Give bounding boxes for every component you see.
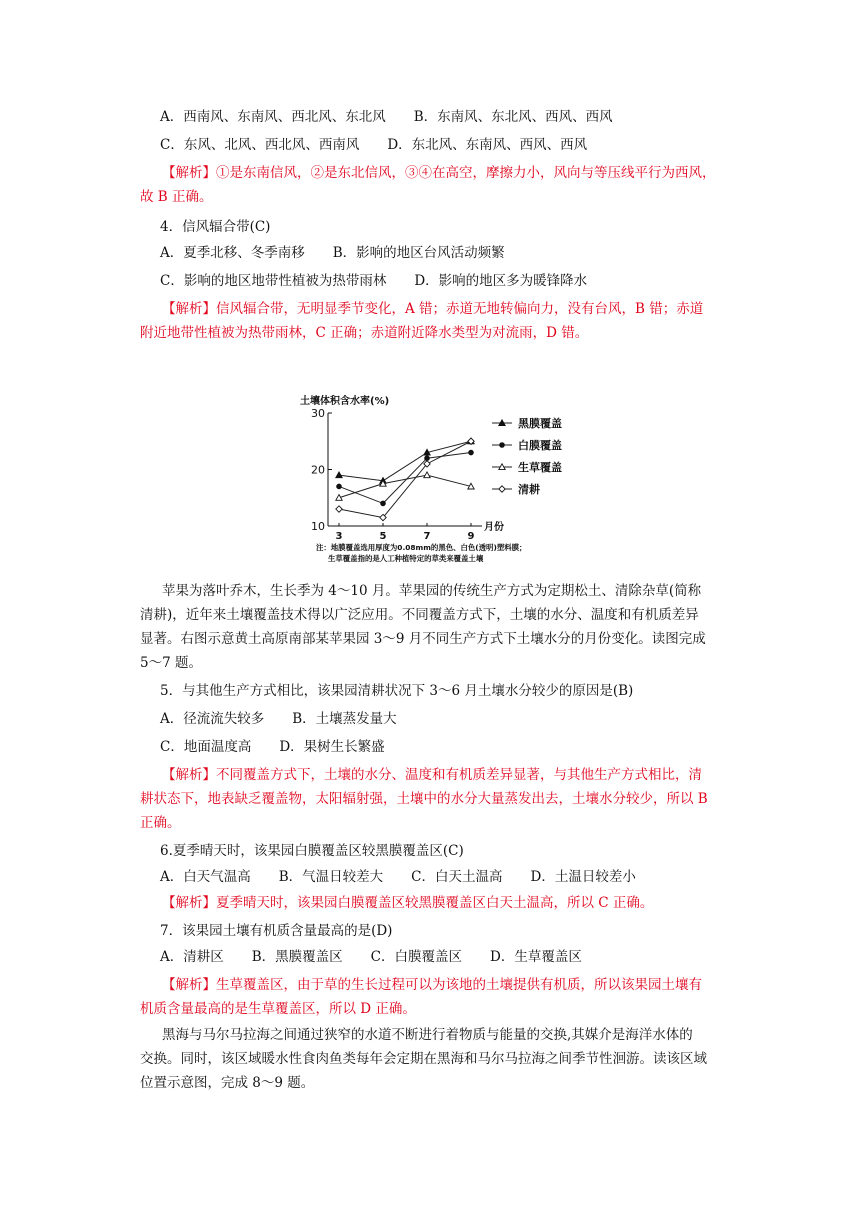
q4-option-a: A．夏季北移、冬季南移 — [160, 245, 305, 261]
x-tick-label: 9 — [467, 531, 475, 542]
q6-options-row — [160, 868, 636, 886]
q6-option-b: B．气温日较差大 — [278, 869, 384, 885]
passage1-line4: 5～7 题。 — [140, 655, 202, 671]
data-point — [337, 484, 342, 489]
chart-note-line1: 注：地膜覆盖选用厚度为0.08mm的黑色、白色(透明)塑料膜； — [316, 543, 527, 552]
chart-axes — [311, 407, 482, 542]
series-open-triangle — [336, 472, 474, 500]
legend-label: 黑膜覆盖 — [518, 417, 562, 430]
legend-label: 清耕 — [518, 483, 540, 496]
chart-x-label: 月份 — [484, 522, 504, 533]
q4-analysis-line1 — [162, 300, 703, 318]
q6-option-a: A．白天气温高 — [160, 869, 251, 885]
q5-option-c: C．地面温度高 — [160, 739, 252, 755]
data-point — [336, 472, 342, 478]
passage1-line1: 苹果为落叶乔木，生长季为 4～10 月。苹果园的传统生产方式为定期松土、清除杂草(简称 — [162, 583, 702, 599]
q3-option-c: C．东风、北风、西北风、西南风 — [160, 137, 360, 153]
chart-title: 土壤体积含水率(%) — [300, 396, 390, 407]
q3-analysis-line1 — [162, 164, 716, 182]
q7-analysis-line2: 机质含量最高的是生草覆盖区，所以 D 正确。 — [140, 1001, 416, 1017]
q7-option-b: B．黑膜覆盖区 — [251, 949, 343, 965]
q5-analysis-line1 — [162, 766, 702, 784]
q4-options-row1 — [160, 244, 505, 262]
q3-options-row2 — [160, 136, 587, 154]
q7-options-row — [160, 948, 582, 966]
q7-analysis-line1 — [162, 976, 702, 994]
q4-option-b: B．影响的地区台风活动频繁 — [332, 245, 505, 261]
data-point — [336, 506, 342, 512]
q3-option-d: D．东北风、东南风、西风、西风 — [387, 137, 588, 153]
q4-option-c: C．影响的地区地带性植被为热带雨林 — [160, 273, 387, 289]
q3-analysis-text1: ①是东南信风，②是东北信风，③④在高空，摩擦力小，风向与等压线平行为西风， — [216, 165, 716, 181]
q5-analysis-tag: 【解析】 — [162, 767, 216, 783]
q5-analysis-text1: 不同覆盖方式下，土壤的水分、温度和有机质差异显著，与其他生产方式相比，清 — [216, 767, 702, 783]
q7-analysis-text1: 生草覆盖区，由于草的生长过程可以为该地的土壤提供有机质，所以该果园土壤有 — [216, 977, 702, 993]
q3-analysis-line2: 故 B 正确。 — [140, 189, 213, 205]
data-point — [499, 486, 505, 492]
q6-option-c: C．白天土温高 — [411, 869, 503, 885]
legend-item — [492, 438, 562, 452]
q6-stem: 6.夏季晴天时，该果园白膜覆盖区较黑膜覆盖区(C) — [160, 843, 464, 859]
q4-stem: 4．信风辐合带(C) — [160, 219, 271, 235]
q5-analysis-line2: 耕状态下，地表缺乏覆盖物，太阳辐射强，土壤中的水分大量蒸发出去，土壤水分较少，所以 B — [140, 791, 708, 807]
y-tick-label: 30 — [311, 407, 325, 420]
data-point — [381, 501, 386, 506]
q4-analysis-text1: 信风辐合带，无明显季节变化，A 错；赤道无地转偏向力，没有台风，B 错；赤道 — [216, 301, 704, 317]
q5-stem: 5．与其他生产方式相比，该果园清耕状况下 3～6 月土壤水分较少的原因是(B) — [160, 683, 634, 699]
data-point — [500, 443, 505, 448]
series-filled-triangle — [336, 438, 474, 483]
q6-analysis-tag: 【解析】 — [162, 895, 216, 911]
data-point — [424, 472, 430, 478]
legend-item — [492, 460, 562, 474]
q7-option-d: D．生草覆盖区 — [490, 949, 582, 965]
passage2-line1: 黑海与马尔马拉海之间通过狭窄的水道不断进行着物质与能量的交换,其媒介是海洋水体的 — [162, 1027, 693, 1043]
chart-note-line2: 生草覆盖指的是人工种植特定的草类来覆盖土壤 — [328, 554, 484, 563]
legend-label: 生草覆盖 — [518, 461, 562, 474]
q4-option-d: D．影响的地区多为暖锋降水 — [414, 273, 588, 289]
legend-item — [492, 416, 562, 430]
q6-analysis-line1 — [162, 894, 653, 912]
q4-analysis-tag: 【解析】 — [162, 301, 216, 317]
x-tick-label: 5 — [379, 531, 387, 542]
data-point — [469, 450, 474, 455]
q5-options-row1 — [160, 710, 397, 728]
q7-analysis-tag: 【解析】 — [162, 977, 216, 993]
x-tick-label: 7 — [423, 531, 431, 542]
q4-analysis-line2: 附近地带性植被为热带雨林，C 正确；赤道附近降水类型为对流雨，D 错。 — [140, 325, 589, 341]
passage1-line2: 清耕)，近年来土壤覆盖技术得以广泛应用。不同覆盖方式下，土壤的水分、温度和有机质差异 — [140, 607, 699, 623]
q5-analysis-line3: 正确。 — [140, 815, 181, 831]
q3-analysis-tag: 【解析】 — [162, 165, 216, 181]
q5-option-b: B．土壤蒸发量大 — [292, 711, 397, 727]
q7-stem: 7．该果园土壤有机质含量最高的是(D) — [160, 923, 393, 939]
q6-analysis-text1: 夏季晴天时，该果园白膜覆盖区较黑膜覆盖区白天土温高，所以 C 正确。 — [216, 895, 654, 911]
q3-option-a: A．西南风、东南风、西北风、东北风 — [160, 109, 386, 125]
q7-option-a: A．清耕区 — [160, 949, 224, 965]
chart-series — [336, 438, 474, 521]
soil-moisture-chart — [298, 393, 580, 565]
series-line — [339, 441, 471, 481]
q3-options-row1 — [160, 108, 613, 126]
q4-options-row2 — [160, 272, 587, 290]
q5-option-a: A．径流流失较多 — [160, 711, 265, 727]
q6-option-d: D．土温日较差小 — [530, 869, 636, 885]
q5-option-d: D．果树生长繁盛 — [279, 739, 385, 755]
chart-legend — [492, 416, 562, 496]
y-tick-label: 10 — [311, 520, 325, 533]
data-point — [425, 456, 430, 461]
q5-options-row2 — [160, 738, 385, 756]
passage2-line3: 位置示意图，完成 8～9 题。 — [140, 1075, 315, 1091]
legend-label: 白膜覆盖 — [518, 439, 562, 452]
q7-option-c: C．白膜覆盖区 — [370, 949, 463, 965]
legend-item — [492, 482, 540, 496]
y-tick-label: 20 — [311, 463, 325, 477]
x-tick-label: 3 — [335, 531, 343, 542]
passage2-line2: 交换。同时，该区域暖水性食肉鱼类每年会定期在黑海和马尔马拉海之间季节性洄游。读该区域 — [140, 1051, 707, 1067]
passage1-line3: 显著。右图示意黄土高原南部某苹果园 3～9 月不同生产方式下土壤水分的月份变化。读图完成 — [140, 631, 706, 647]
q3-option-b: B．东南风、东北风、西风、西风 — [413, 109, 613, 125]
